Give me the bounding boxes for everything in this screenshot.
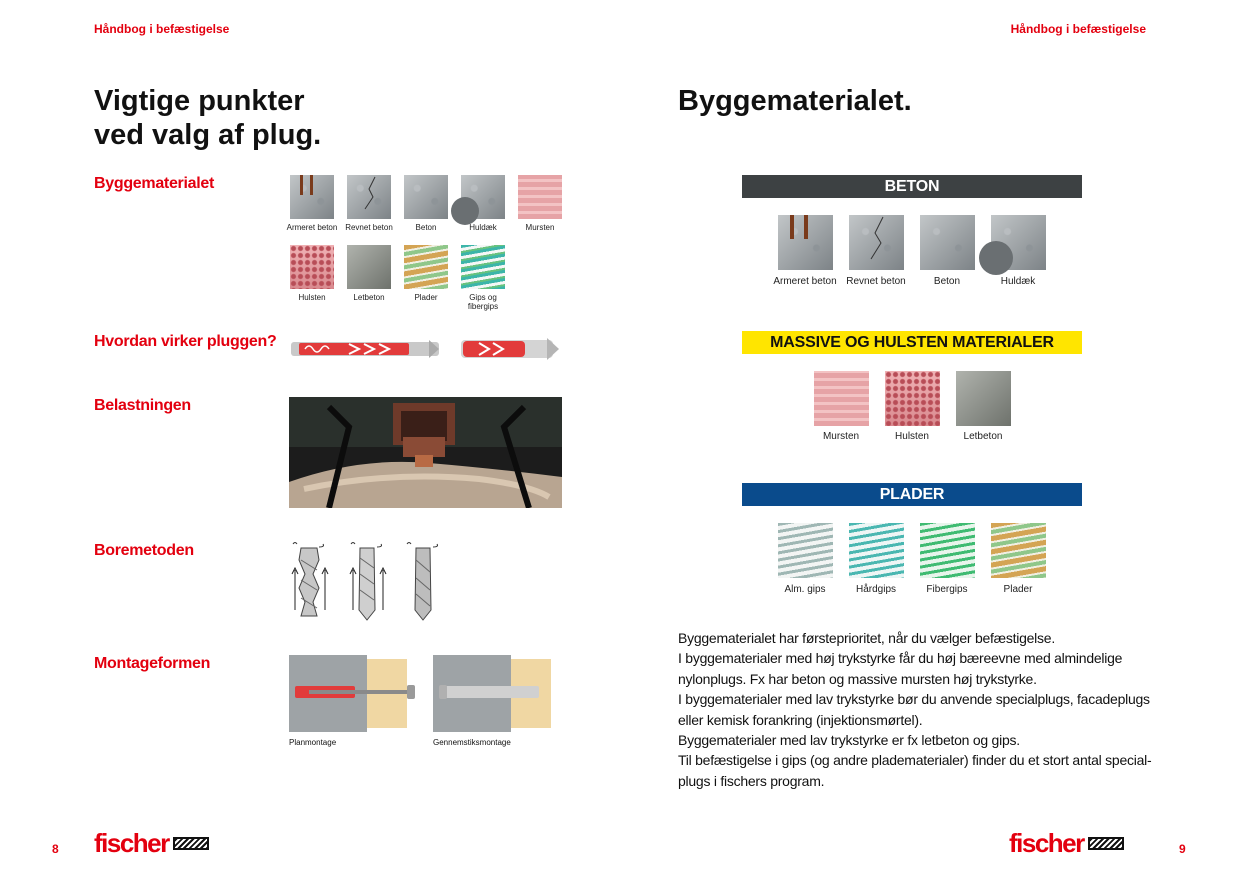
bar-massive-hulsten: MASSIVE OG HULSTEN MATERIALER [742, 331, 1082, 354]
paragraph-line: nylonplugs. Fx har beton og massive mursten høj trykstyrke. [678, 670, 1037, 687]
fischer-logo-right [1009, 828, 1124, 859]
caption-letbeton: Letbeton [353, 293, 385, 302]
caption-r-plader: Plader [1003, 584, 1033, 595]
right-page-title: Byggematerialet. [678, 85, 912, 117]
tile-r-beton [920, 215, 975, 270]
caption-r-revnet-beton: Revnet beton [846, 276, 906, 287]
tile-r-haardgips [849, 523, 904, 578]
caption-mursten: Mursten [525, 223, 555, 232]
section-belastningen: Belastningen [94, 397, 191, 414]
caption-planmontage: Planmontage [289, 738, 337, 747]
caption-revnet-beton: Revnet beton [345, 223, 393, 232]
paragraph-line: plugs i fischers program. [678, 772, 825, 789]
tile-r-revnet-beton [849, 215, 904, 270]
tile-letbeton [347, 245, 391, 289]
left-title-line-2: ved valg af plug. [94, 119, 322, 151]
running-header-right: Håndbog i befæstigelse [1010, 22, 1146, 36]
fischer-emblem-icon [173, 837, 209, 850]
caption-beton: Beton [415, 223, 437, 232]
caption-r-mursten: Mursten [822, 431, 860, 442]
tile-armeret-beton [290, 175, 334, 219]
tile-revnet-beton [347, 175, 391, 219]
section-montageformen: Montageformen [94, 655, 211, 672]
paragraph-line: Til befæstigelse i gips (og andre pladematerialer) finder du et stort antal special- [678, 752, 1152, 769]
fischer-logo-left [94, 828, 209, 859]
fischer-emblem-icon [1088, 837, 1124, 850]
mounting-illustration [289, 655, 551, 732]
caption-huldaek: Huldæk [469, 223, 497, 232]
caption-r-fibergips: Fibergips [926, 584, 968, 595]
tile-r-fibergips [920, 523, 975, 578]
caption-r-letbeton: Letbeton [963, 431, 1003, 442]
caption-plader: Plader [414, 293, 438, 302]
left-title-line-1: Vigtige punkter [94, 85, 305, 117]
plug-illustration [289, 334, 564, 364]
caption-r-huldaek: Huldæk [1000, 276, 1036, 287]
paragraph-line: eller kemisk forankring (injektionsmørtel). [678, 711, 923, 728]
logo-text: fischer [94, 828, 169, 858]
tile-r-letbeton [956, 371, 1011, 426]
tile-r-armeret-beton [778, 215, 833, 270]
tile-beton [404, 175, 448, 219]
tile-r-mursten [814, 371, 869, 426]
logo-text: fischer [1009, 828, 1084, 858]
running-header-left: Håndbog i befæstigelse [94, 22, 230, 36]
section-hvordan-virker: Hvordan virker pluggen? [94, 333, 277, 350]
body-paragraph [678, 628, 1158, 791]
tile-plader [404, 245, 448, 289]
caption-r-haardgips: Hårdgips [855, 584, 897, 595]
caption-gennemstiksmontage: Gennemstiksmontage [433, 738, 511, 747]
paragraph-line: I byggematerialer med høj trykstyrke får du høj bæreevne med almindelige [678, 650, 1123, 667]
bar-plader: PLADER [742, 483, 1082, 506]
caption-r-beton: Beton [933, 276, 961, 287]
paragraph-line: Byggematerialet har førsteprioritet, når du vælger befæstigelse. [678, 630, 1055, 646]
left-page-title [94, 84, 321, 152]
page-number-right: 9 [1179, 842, 1186, 856]
tile-r-huldaek [991, 215, 1046, 270]
tile-r-plader [991, 523, 1046, 578]
paragraph-line: Byggematerialer med lav trykstyrke er fx letbeton og gips. [678, 732, 1020, 749]
bar-beton: BETON [742, 175, 1082, 198]
section-boremetoden: Boremetoden [94, 542, 194, 559]
caption-r-alm-gips: Alm. gips [784, 584, 826, 595]
paragraph-line: I byggematerialer med lav trykstyrke bør du anvende specialplugs, facadeplugs [678, 691, 1150, 708]
caption-gips-fibergips: Gips og fibergips [467, 293, 499, 311]
tile-r-alm-gips [778, 523, 833, 578]
caption-hulsten: Hulsten [298, 293, 326, 302]
tile-mursten [518, 175, 562, 219]
tile-r-hulsten [885, 371, 940, 426]
tile-huldaek [461, 175, 505, 219]
caption-r-hulsten: Hulsten [895, 431, 929, 442]
drill-methods-illustration [289, 540, 449, 622]
tile-gips-fibergips [461, 245, 505, 289]
caption-r-armeret-beton: Armeret beton [773, 276, 837, 287]
tile-hulsten [290, 245, 334, 289]
section-byggematerialet: Byggematerialet [94, 175, 214, 192]
caption-armeret-beton: Armeret beton [286, 223, 338, 232]
page-number-left: 8 [52, 842, 59, 856]
load-test-photo [289, 397, 562, 508]
